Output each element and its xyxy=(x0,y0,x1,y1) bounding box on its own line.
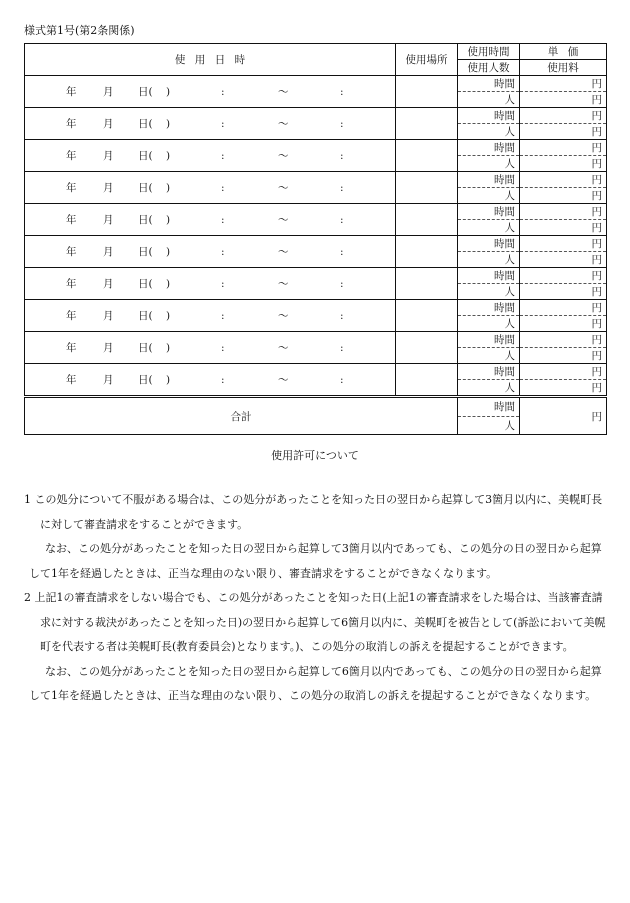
dt-month: 月 xyxy=(103,86,114,98)
dt-month: 月 xyxy=(103,118,114,130)
header-hours: 使用時間 xyxy=(458,44,520,60)
fee-cell[interactable]: 円 xyxy=(520,188,607,204)
dt-paren_close: ) xyxy=(166,181,171,194)
dt-colon: : xyxy=(221,245,225,258)
dt-colon: : xyxy=(340,277,344,290)
datetime-cell[interactable] xyxy=(25,300,396,332)
people-cell[interactable]: 人 xyxy=(458,188,520,204)
dt-colon: : xyxy=(340,309,344,322)
dt-day: 日( xyxy=(138,118,153,130)
usage-row xyxy=(25,204,607,220)
usage-row xyxy=(25,364,607,380)
dt-month: 月 xyxy=(103,182,114,194)
datetime-cell[interactable] xyxy=(25,108,396,140)
dt-year: 年 xyxy=(66,150,77,162)
hours-cell[interactable]: 時間 xyxy=(458,172,520,188)
hours-cell[interactable]: 時間 xyxy=(458,268,520,284)
dt-colon: : xyxy=(340,341,344,354)
unit-price-cell[interactable]: 円 xyxy=(520,268,607,284)
dt-paren_close: ) xyxy=(166,149,171,162)
dt-month: 月 xyxy=(103,246,114,258)
fee-cell[interactable]: 円 xyxy=(520,92,607,108)
note-2-supplement: なお、この処分があったことを知った日の翌日から起算して6箇月以内であっても、この処分の日の翌日から起算して1年を経過したときは、正当な理由のない限り、この処分の取消しの訴えを提起することができなくなります。 xyxy=(29,664,602,702)
unit-price-cell[interactable]: 円 xyxy=(520,236,607,252)
dt-colon: : xyxy=(221,309,225,322)
dt-paren_close: ) xyxy=(166,213,171,226)
dt-day: 日( xyxy=(138,86,153,98)
usage-row xyxy=(25,300,607,316)
dt-colon: : xyxy=(221,213,225,226)
fee-cell[interactable]: 円 xyxy=(520,284,607,300)
dt-day: 日( xyxy=(138,278,153,290)
usage-row xyxy=(25,108,607,124)
dt-day: 日( xyxy=(138,214,153,226)
place-cell[interactable] xyxy=(396,332,458,364)
dt-year: 年 xyxy=(66,246,77,258)
place-cell[interactable] xyxy=(396,204,458,236)
unit-price-cell[interactable]: 円 xyxy=(520,140,607,156)
dt-year: 年 xyxy=(66,86,77,98)
unit-price-cell[interactable]: 円 xyxy=(520,204,607,220)
dt-year: 年 xyxy=(66,342,77,354)
dt-colon: : xyxy=(340,149,344,162)
dt-year: 年 xyxy=(66,214,77,226)
dt-paren_close: ) xyxy=(166,245,171,258)
dt-day: 日( xyxy=(138,342,153,354)
unit-price-cell[interactable]: 円 xyxy=(520,76,607,92)
dt-year: 年 xyxy=(66,310,77,322)
dt-paren_close: ) xyxy=(166,117,171,130)
permit-title: 使用許可について xyxy=(271,449,359,462)
people-cell[interactable]: 人 xyxy=(458,316,520,332)
hours-cell[interactable]: 時間 xyxy=(458,300,520,316)
hours-cell[interactable]: 時間 xyxy=(458,76,520,92)
header-row-1 xyxy=(25,44,607,60)
usage-row xyxy=(25,236,607,252)
hours-cell[interactable]: 時間 xyxy=(458,204,520,220)
header-unit-price: 単価 xyxy=(520,44,607,60)
note-2: 2 上記1の審査請求をしない場合でも、この処分があったことを知った日(上記1の審査請求をした場合は、当該審査請求に対する裁決があったことを知った日)の翌日から起算して6箇月以内に、美幌町を被告として(訴訟において美幌町を代表する者は美幌町長(教育委員会)となります。)、この処分の取消しの訴えを提起することができます。 xyxy=(24,591,606,653)
place-cell[interactable] xyxy=(396,76,458,108)
header-place: 使用場所 xyxy=(396,44,458,76)
unit-price-cell[interactable]: 円 xyxy=(520,300,607,316)
usage-row xyxy=(25,172,607,188)
dt-paren_close: ) xyxy=(166,373,171,386)
dt-colon: : xyxy=(221,373,225,386)
place-cell[interactable] xyxy=(396,140,458,172)
dt-day: 日( xyxy=(138,374,153,386)
usage-row xyxy=(25,332,607,348)
dt-month: 月 xyxy=(103,342,114,354)
datetime-cell[interactable] xyxy=(25,204,396,236)
fee-cell[interactable]: 円 xyxy=(520,156,607,172)
datetime-cell[interactable] xyxy=(25,332,396,364)
dt-tilde: 〜 xyxy=(278,246,289,258)
dt-day: 日( xyxy=(138,310,153,322)
people-cell[interactable]: 人 xyxy=(458,124,520,140)
dt-paren_close: ) xyxy=(166,309,171,322)
fee-cell[interactable]: 円 xyxy=(520,316,607,332)
dt-colon: : xyxy=(340,181,344,194)
usage-row xyxy=(25,140,607,156)
fee-cell[interactable]: 円 xyxy=(520,348,607,364)
datetime-cell[interactable] xyxy=(25,172,396,204)
place-cell[interactable] xyxy=(396,268,458,300)
dt-day: 日( xyxy=(138,182,153,194)
dt-year: 年 xyxy=(66,182,77,194)
total-people-cell[interactable]: 人 xyxy=(458,416,520,435)
total-hours-cell[interactable]: 時間 xyxy=(458,397,520,417)
hours-cell[interactable]: 時間 xyxy=(458,108,520,124)
place-cell[interactable] xyxy=(396,172,458,204)
dt-tilde: 〜 xyxy=(278,86,289,98)
dt-tilde: 〜 xyxy=(278,214,289,226)
usage-row xyxy=(25,268,607,284)
people-cell[interactable]: 人 xyxy=(458,348,520,364)
unit-price-cell[interactable]: 円 xyxy=(520,108,607,124)
dt-paren_close: ) xyxy=(166,341,171,354)
hours-cell[interactable]: 時間 xyxy=(458,364,520,380)
total-fee-cell[interactable]: 円 xyxy=(520,397,607,435)
people-cell[interactable]: 人 xyxy=(458,92,520,108)
dt-month: 月 xyxy=(103,150,114,162)
datetime-cell[interactable] xyxy=(25,76,396,108)
dt-month: 月 xyxy=(103,310,114,322)
unit-price-cell[interactable]: 円 xyxy=(520,364,607,380)
dt-colon: : xyxy=(340,117,344,130)
dt-month: 月 xyxy=(103,374,114,386)
datetime-cell[interactable] xyxy=(25,140,396,172)
note-1: 1 この処分について不服がある場合は、この処分があったことを知った日の翌日から起算して3箇月以内に、美幌町長に対して審査請求をすることができます。 xyxy=(24,493,603,531)
dt-paren_close: ) xyxy=(166,277,171,290)
datetime-cell[interactable] xyxy=(25,236,396,268)
hours-cell[interactable]: 時間 xyxy=(458,236,520,252)
hours-cell[interactable]: 時間 xyxy=(458,140,520,156)
people-cell[interactable]: 人 xyxy=(458,252,520,268)
dt-paren_close: ) xyxy=(166,85,171,98)
dt-colon: : xyxy=(340,245,344,258)
form-label: 様式第1号(第2条関係) xyxy=(24,24,135,37)
place-cell[interactable] xyxy=(396,236,458,268)
datetime-cell[interactable] xyxy=(25,364,396,397)
dt-day: 日( xyxy=(138,246,153,258)
dt-day: 日( xyxy=(138,150,153,162)
usage-table xyxy=(24,43,607,435)
dt-colon: : xyxy=(221,277,225,290)
place-cell[interactable] xyxy=(396,364,458,397)
fee-cell[interactable]: 円 xyxy=(520,124,607,140)
unit-price-cell[interactable]: 円 xyxy=(520,172,607,188)
dt-colon: : xyxy=(221,117,225,130)
total-label: 合計 xyxy=(25,397,458,435)
dt-colon: : xyxy=(340,85,344,98)
notes xyxy=(24,488,608,709)
dt-colon: : xyxy=(221,341,225,354)
datetime-cell[interactable] xyxy=(25,268,396,300)
people-cell[interactable]: 人 xyxy=(458,220,520,236)
fee-cell[interactable]: 円 xyxy=(520,380,607,397)
dt-year: 年 xyxy=(66,374,77,386)
header-fee: 使用料 xyxy=(520,60,607,76)
dt-colon: : xyxy=(221,149,225,162)
place-cell[interactable] xyxy=(396,300,458,332)
dt-tilde: 〜 xyxy=(278,182,289,194)
place-cell[interactable] xyxy=(396,108,458,140)
header-people: 使用人数 xyxy=(458,60,520,76)
hours-cell[interactable]: 時間 xyxy=(458,332,520,348)
dt-month: 月 xyxy=(103,214,114,226)
people-cell[interactable]: 人 xyxy=(458,156,520,172)
dt-tilde: 〜 xyxy=(278,374,289,386)
usage-row xyxy=(25,76,607,92)
dt-tilde: 〜 xyxy=(278,310,289,322)
dt-colon: : xyxy=(340,213,344,226)
dt-tilde: 〜 xyxy=(278,150,289,162)
dt-tilde: 〜 xyxy=(278,118,289,130)
people-cell[interactable]: 人 xyxy=(458,380,520,397)
dt-colon: : xyxy=(340,373,344,386)
unit-price-cell[interactable]: 円 xyxy=(520,332,607,348)
dt-tilde: 〜 xyxy=(278,342,289,354)
fee-cell[interactable]: 円 xyxy=(520,220,607,236)
people-cell[interactable]: 人 xyxy=(458,284,520,300)
total-row xyxy=(25,397,607,417)
dt-month: 月 xyxy=(103,278,114,290)
dt-colon: : xyxy=(221,181,225,194)
header-datetime: 使用日時 xyxy=(25,44,396,76)
dt-tilde: 〜 xyxy=(278,278,289,290)
dt-year: 年 xyxy=(66,278,77,290)
dt-year: 年 xyxy=(66,118,77,130)
fee-cell[interactable]: 円 xyxy=(520,252,607,268)
note-1-supplement: なお、この処分があったことを知った日の翌日から起算して3箇月以内であっても、この処分の日の翌日から起算して1年を経過したときは、正当な理由のない限り、審査請求をすることができなくなります。 xyxy=(29,542,602,580)
dt-colon: : xyxy=(221,85,225,98)
